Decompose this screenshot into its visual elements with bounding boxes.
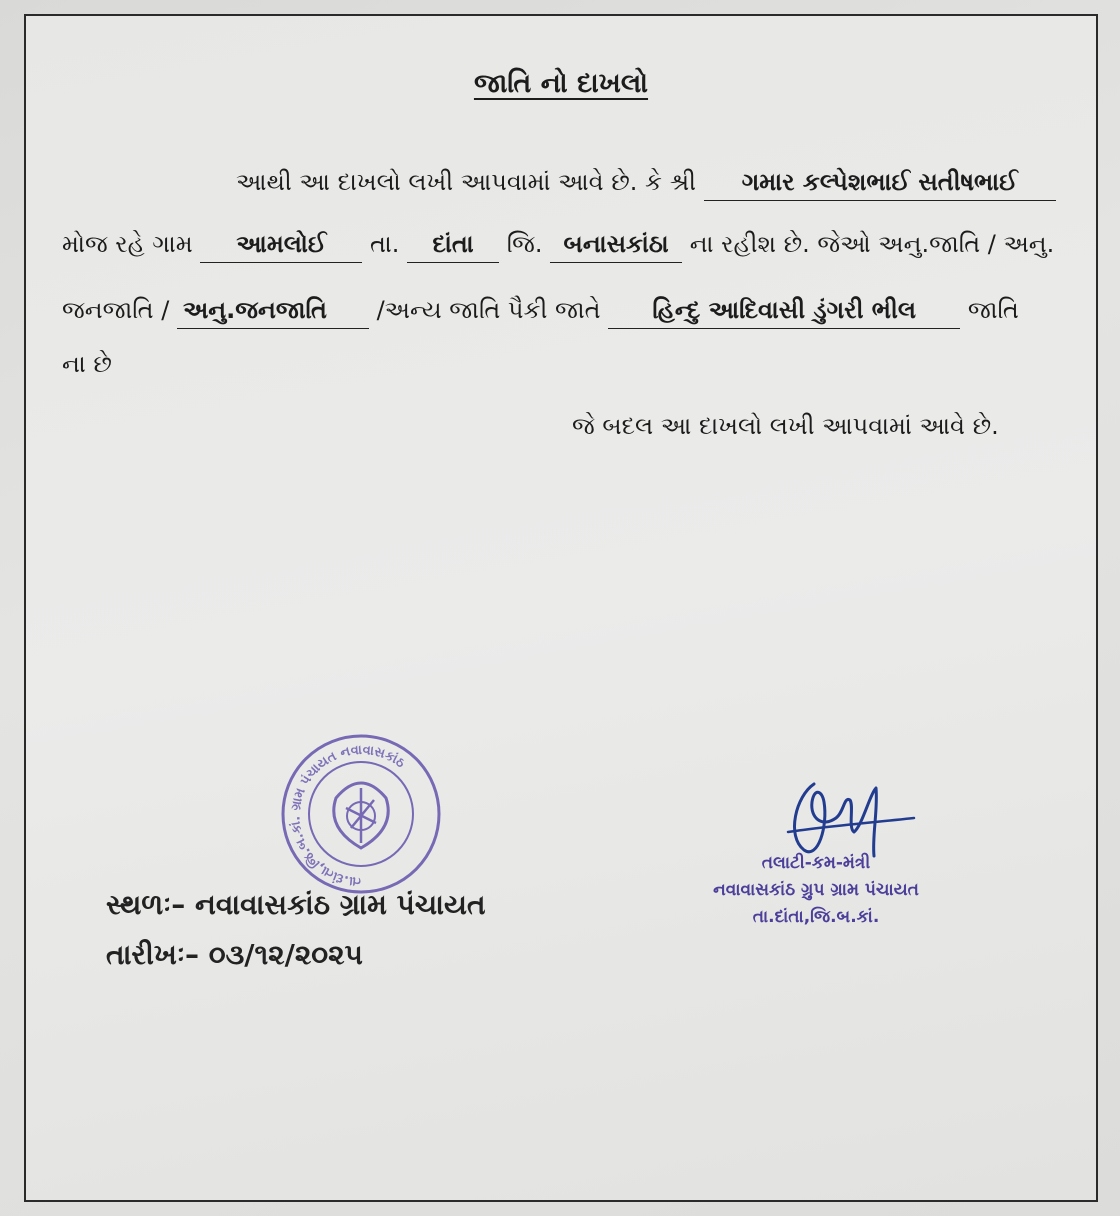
date-line: તારીખઃ– ૦૩/૧૨/૨૦૨૫ (106, 938, 363, 971)
stamp-line-1: તલાટી-કમ-મંત્રી (761, 853, 871, 873)
place-value: નવાવાસકાંઠ ગ્રામ પંચાયત (194, 888, 486, 921)
svg-text:તા.દાંતા,જિ.બ.કાં. ગ્રામ પંચાય (288, 743, 407, 889)
district-field: બનાસકાંઠા (550, 230, 682, 263)
certificate-line-1: આથી આ દાખલો લખી આપવામાં આવે છે. કે શ્રી ગમાર કલ્પેશભાઈ સતીષભાઈ (236, 168, 1056, 201)
talati-stamp (666, 850, 966, 931)
stamp-line-3: તા.દાંતા,જિ.બ.કાં. (752, 907, 880, 927)
certificate-closing: જે બદલ આ દાખલો લખી આપવામાં આવે છે. (572, 412, 999, 440)
place-line: સ્થળઃ– નવાવાસકાંઠ ગ્રામ પંચાયત (106, 888, 486, 921)
date-value: ૦૩/૧૨/૨૦૨૫ (208, 938, 363, 971)
certificate-title: જાતિ નો દાખલો (473, 68, 649, 99)
village-field: આમલોઈ (200, 230, 362, 263)
certificate-line-4: ના છે (62, 350, 112, 378)
seal-text: તા.દાંતા,જિ.બ.કાં. ગ્રામ પંચાયત નવાવાસકાંઠ (288, 742, 408, 890)
certificate-sheet (24, 14, 1098, 1202)
caste-field: હિન્દુ આદિવાસી ડુંગરી ભીલ (608, 296, 960, 329)
category-field: અનુ.જનજાતિ (177, 296, 369, 329)
panchayat-seal (266, 728, 456, 898)
person-name-field: ગમાર કલ્પેશભાઈ સતીષભાઈ (704, 168, 1056, 201)
taluka-field: દાંતા (407, 230, 499, 263)
certificate-line-2: મોજ રહે ગામ આમલોઈ તા. દાંતા જિ. બનાસકાંઠા ના રહીશ છે. જેઓ અનુ.જાતિ / અનુ. (62, 230, 1054, 263)
stamp-line-2: નવાવાસકાંઠ ગ્રુપ ગ્રામ પંચાયત (713, 880, 919, 900)
certificate-line-3: જનજાતિ / અનુ.જનજાતિ /અન્ય જાતિ પૈકી જાતે હિન્દુ આદિવાસી ડુંગરી ભીલ જાતિ (62, 296, 1019, 329)
